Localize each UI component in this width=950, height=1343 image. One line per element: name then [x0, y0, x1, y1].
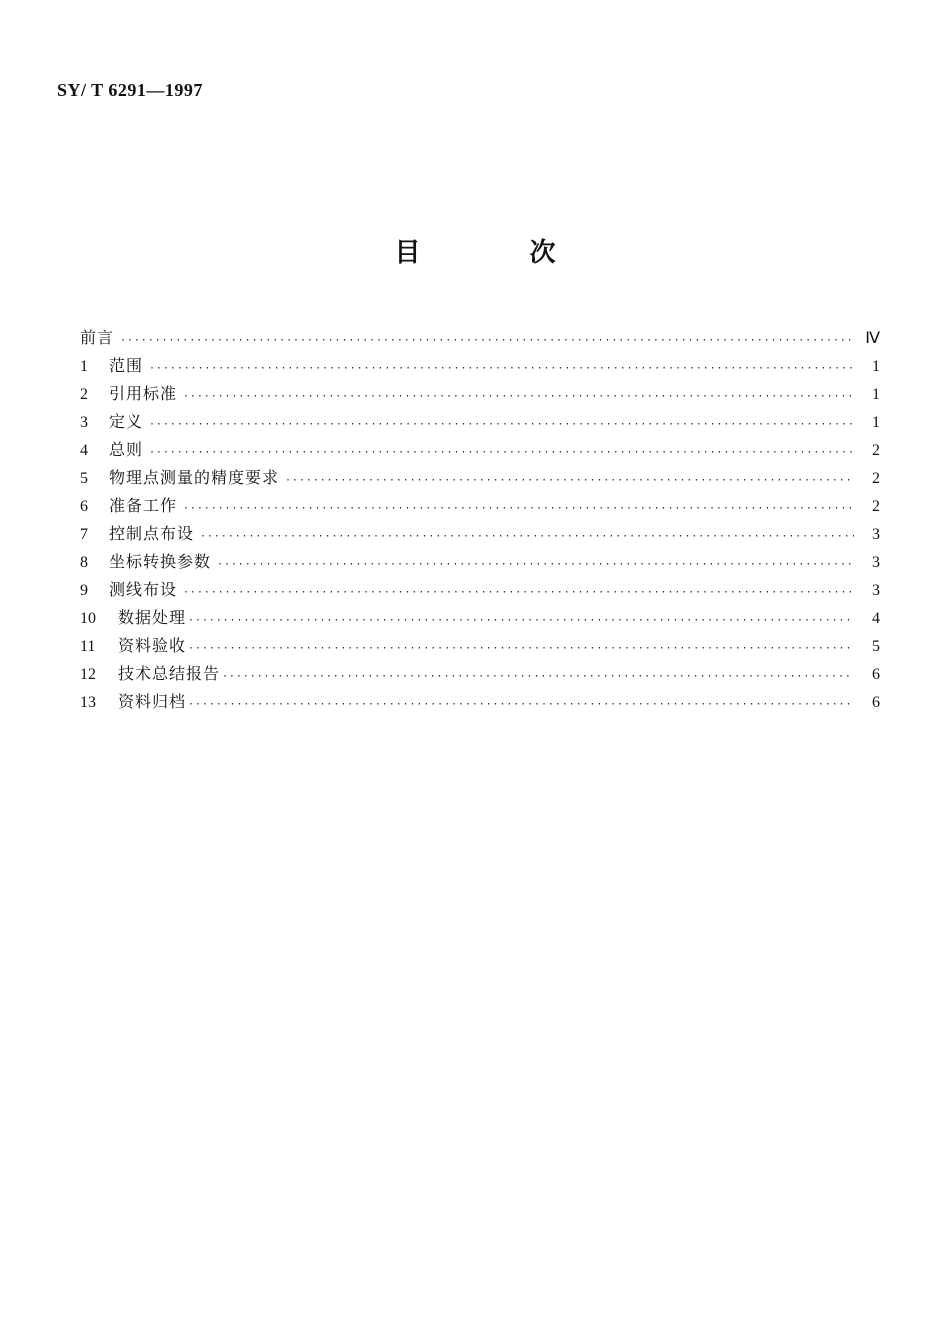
toc-entry-number: 2 [80, 386, 88, 403]
toc-entry-label: 控制点布设 [109, 524, 195, 543]
toc-entry-13[interactable] [80, 688, 880, 716]
toc-entry-page: 3 [872, 582, 880, 599]
toc-entry-label: 物理点测量的精度要求 [109, 468, 280, 487]
toc-entry-label: 资料归档 [118, 692, 187, 711]
toc-entry-3[interactable] [80, 408, 880, 436]
toc-entry-label: 数据处理 [118, 608, 187, 627]
toc-entry-page: 1 [872, 414, 880, 431]
toc-entry-label: 资料验收 [118, 636, 187, 655]
dot-leader [120, 327, 854, 355]
toc-entry-page: 2 [872, 442, 880, 459]
toc-entry-number: 5 [80, 470, 88, 487]
toc-entry-11[interactable] [80, 632, 880, 660]
toc-entry-label: 引用标准 [109, 384, 178, 403]
toc-entry-1[interactable] [80, 352, 880, 380]
toc-entry-number: 12 [80, 666, 96, 683]
toc-entry-label: 测线布设 [109, 580, 178, 599]
toc-entry-number: 6 [80, 498, 88, 515]
toc-entry-label: 范围 [109, 356, 144, 375]
dot-leader [188, 691, 854, 719]
dot-leader [200, 523, 854, 551]
toc-entry-page: 3 [872, 526, 880, 543]
toc-entry-number: 3 [80, 414, 88, 431]
toc-entry-page: 1 [872, 358, 880, 375]
document-code: SY/ T 6291—1997 [57, 80, 203, 100]
dot-leader [285, 467, 854, 495]
toc-entry-page: 4 [872, 610, 880, 627]
dot-leader [183, 383, 854, 411]
toc-entry-number: 10 [80, 610, 96, 627]
toc-entry-5[interactable] [80, 464, 880, 492]
toc-entry-page: 6 [872, 666, 880, 683]
dot-leader [183, 495, 854, 523]
toc-entry-page: 2 [872, 498, 880, 515]
toc-entry-page: 5 [872, 638, 880, 655]
toc-entry-page: Ⅳ [865, 330, 880, 347]
toc-entry-number: 8 [80, 554, 88, 571]
toc-entry-number: 11 [80, 638, 96, 655]
dot-leader [217, 551, 854, 579]
toc-entry-page: 1 [872, 386, 880, 403]
dot-leader [222, 663, 854, 691]
table-of-contents [80, 324, 880, 716]
toc-entry-4[interactable] [80, 436, 880, 464]
toc-entry-number: 1 [80, 358, 88, 375]
toc-entry-12[interactable] [80, 660, 880, 688]
toc-entry-7[interactable] [80, 520, 880, 548]
dot-leader [149, 439, 854, 467]
toc-entry-2[interactable] [80, 380, 880, 408]
dot-leader [188, 635, 854, 663]
toc-entry-number: 13 [80, 694, 96, 711]
toc-entry-number: 4 [80, 442, 88, 459]
toc-entry-page: 3 [872, 554, 880, 571]
toc-entry-10[interactable] [80, 604, 880, 632]
dot-leader [149, 355, 854, 383]
toc-entry-page: 6 [872, 694, 880, 711]
dot-leader [188, 607, 854, 635]
toc-entry-9[interactable] [80, 576, 880, 604]
dot-leader [149, 411, 854, 439]
toc-entry-page: 2 [872, 470, 880, 487]
dot-leader [183, 579, 854, 607]
toc-entry-label: 坐标转换参数 [109, 552, 212, 571]
toc-entry-label: 技术总结报告 [118, 664, 221, 683]
toc-entry-6[interactable] [80, 492, 880, 520]
toc-entry-number: 7 [80, 526, 88, 543]
toc-title: 目 次 [394, 238, 606, 268]
toc-entry-label: 准备工作 [109, 496, 178, 515]
toc-entry-number: 9 [80, 582, 88, 599]
toc-entry-label: 总则 [109, 440, 144, 459]
toc-entry-label: 前言 [80, 328, 115, 347]
toc-entry-8[interactable] [80, 548, 880, 576]
toc-entry-label: 定义 [109, 412, 144, 431]
toc-entry-foreword[interactable] [80, 324, 880, 352]
